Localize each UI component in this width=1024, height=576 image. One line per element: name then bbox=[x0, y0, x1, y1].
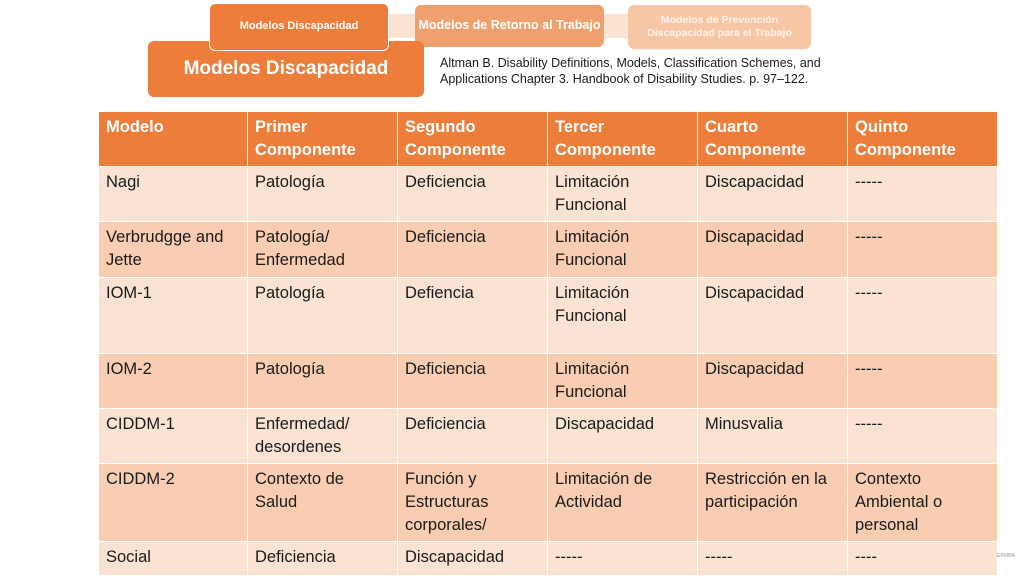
table-row bbox=[99, 277, 998, 353]
table-cell: IOM-1 bbox=[99, 277, 248, 353]
header-primer-componente: Primer Componente bbox=[248, 112, 398, 167]
table-header-row bbox=[99, 112, 998, 167]
table-cell: ----- bbox=[848, 277, 998, 353]
modelos-prevencion-tab-label: Modelos de Prevención Discapacidad para el Trabajo bbox=[647, 13, 792, 39]
table-cell: Discapacidad bbox=[398, 542, 548, 576]
table-cell: Función y Estructuras corporales/ bbox=[398, 463, 548, 541]
citation-text: Altman B. Disability Definitions, Models, Classification Schemes, and Applications Chapter 3. Handbook of Disability Studies. p. 97–122. bbox=[440, 56, 821, 87]
selected-section-title: Modelos Discapacidad bbox=[183, 58, 389, 79]
diagram-connector bbox=[388, 14, 416, 38]
table-cell: Deficiencia bbox=[398, 408, 548, 463]
table-cell: Nagi bbox=[99, 167, 248, 222]
corner-watermark: ERMBA bbox=[997, 553, 1015, 559]
table-cell: CIDDM-1 bbox=[99, 408, 248, 463]
table-cell: Discapacidad bbox=[698, 353, 848, 408]
table-row bbox=[99, 463, 998, 541]
table-cell: Deficiencia bbox=[398, 222, 548, 277]
table-cell: Deficiencia bbox=[248, 542, 398, 576]
table-cell: CIDDM-2 bbox=[99, 463, 248, 541]
table-row bbox=[99, 167, 998, 222]
table-cell: Limitación de Actividad bbox=[548, 463, 698, 541]
table-cell: Limitación Funcional bbox=[548, 277, 698, 353]
models-table bbox=[98, 111, 998, 576]
modelos-retorno-trabajo-tab[interactable] bbox=[415, 5, 604, 47]
modelos-prevencion-tab[interactable] bbox=[628, 5, 811, 49]
table-cell: Minusvalia bbox=[698, 408, 848, 463]
diagram-connector bbox=[603, 14, 629, 38]
table-row bbox=[99, 353, 998, 408]
header-quinto-componente: Quinto Componente bbox=[848, 112, 998, 167]
table-cell: Discapacidad bbox=[548, 408, 698, 463]
table-cell: Patología/ Enfermedad bbox=[248, 222, 398, 277]
modelos-discapacidad-tab[interactable] bbox=[209, 3, 389, 51]
table-cell: Contexto Ambiental o personal bbox=[848, 463, 998, 541]
table-row bbox=[99, 408, 998, 463]
modelos-retorno-trabajo-tab-label: Modelos de Retorno al Trabajo bbox=[418, 18, 601, 33]
table-cell: ----- bbox=[848, 408, 998, 463]
header-modelo: Modelo bbox=[99, 112, 248, 167]
header-segundo-componente: Segundo Componente bbox=[398, 112, 548, 167]
table-cell: ----- bbox=[548, 542, 698, 576]
table-cell: Discapacidad bbox=[698, 277, 848, 353]
modelos-discapacidad-tab-label: Modelos Discapacidad bbox=[239, 20, 359, 33]
table-cell: Patología bbox=[248, 167, 398, 222]
table-cell: ----- bbox=[848, 167, 998, 222]
table-cell: ----- bbox=[848, 222, 998, 277]
table-row bbox=[99, 222, 998, 277]
table-cell: Verbrudgge and Jette bbox=[99, 222, 248, 277]
header-tercer-componente: Tercer Componente bbox=[548, 112, 698, 167]
table-cell: Limitación Funcional bbox=[548, 222, 698, 277]
table-cell: Restricción en la participación bbox=[698, 463, 848, 541]
table-cell: ----- bbox=[698, 542, 848, 576]
table-cell: Limitación Funcional bbox=[548, 353, 698, 408]
table-cell: Contexto de Salud bbox=[248, 463, 398, 541]
table-row bbox=[99, 542, 998, 576]
table-cell: Defiencia bbox=[398, 277, 548, 353]
table-cell: Patología bbox=[248, 353, 398, 408]
header-cuarto-componente: Cuarto Componente bbox=[698, 112, 848, 167]
table-cell: ----- bbox=[848, 353, 998, 408]
table-cell: Discapacidad bbox=[698, 222, 848, 277]
table-cell: Limitación Funcional bbox=[548, 167, 698, 222]
table-cell: Deficiencia bbox=[398, 167, 548, 222]
table-cell: Social bbox=[99, 542, 248, 576]
table-cell: IOM-2 bbox=[99, 353, 248, 408]
table-cell: Enfermedad/ desordenes bbox=[248, 408, 398, 463]
table-cell: Discapacidad bbox=[698, 167, 848, 222]
table-cell: Deficiencia bbox=[398, 353, 548, 408]
table-cell: Patología bbox=[248, 277, 398, 353]
table-cell: ---- bbox=[848, 542, 998, 576]
